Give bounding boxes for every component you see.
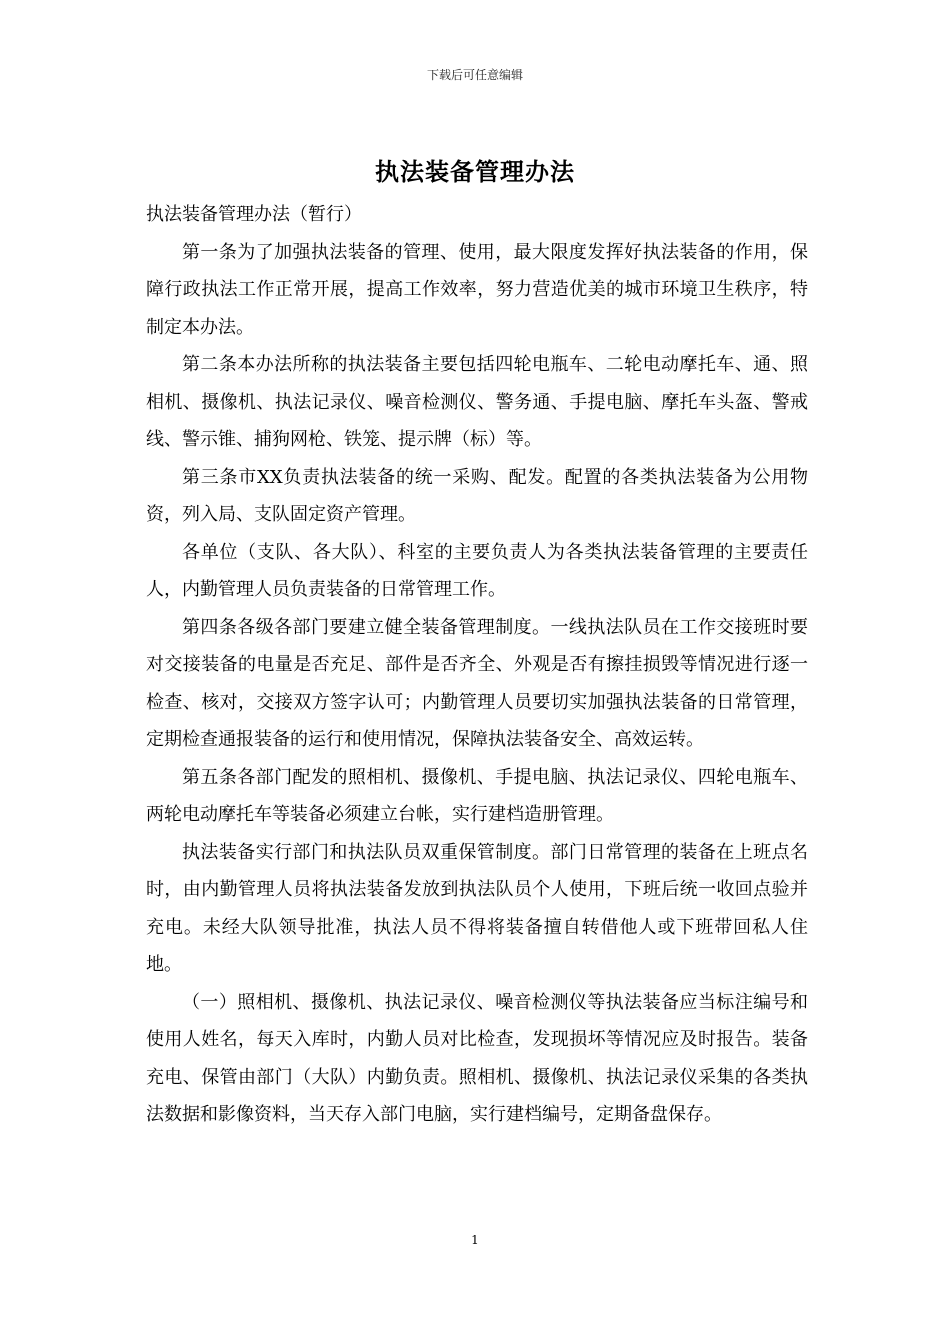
page-header-note: 下载后可任意编辑 [426,68,523,82]
paragraph-article-2: 第二条本办法所称的执法装备主要包括四轮电瓶车、二轮电动摩托车、通、照相机、摄像机、执法记录仪、噪音检测仪、警务通、手提电脑、摩托车头盔、警戒线、警示锥、捕狗网枪、铁笼、提示牌（标）等。 [146,354,808,450]
paragraph-article-3: 第三条市XX负责执法装备的统一采购、配发。配置的各类执法装备为公用物资，列入局、支队固定资产管理。 [146,466,808,525]
paragraph-article-1: 第一条为了加强执法装备的管理、使用，最大限度发挥好执法装备的作用，保障行政执法工作正常开展，提高工作效率，努力营造优美的城市环境卫生秩序，特制定本办法。 [146,241,808,338]
page-number: 1 [471,1233,479,1247]
paragraph-article-5: 第五条各部门配发的照相机、摄像机、手提电脑、执法记录仪、四轮电瓶车、两轮电动摩托车等装备必须建立台帐，实行建档造册管理。 [146,766,808,825]
paragraph-article-4: 第四条各级各部门要建立健全装备管理制度。一线执法队员在工作交接班时要对交接装备的电量是否充足、部件是否齐全、外观是否有擦挂损毁等情况进行逐一检查、核对，交接双方签字认可；内勤管理人员要切实加强执法装备的日常管理，定期检查通报装备的运行和使用情况，保障执法装备安全、高效运转。 [146,616,808,750]
document-body [146,196,808,1134]
paragraph-responsibility: 各单位（支队、各大队）、科室的主要负责人为各类执法装备管理的主要责任人，内勤管理人员负责装备的日常管理工作。 [146,541,808,600]
paragraph-item-1: （一）照相机、摄像机、执法记录仪、噪音检测仪等执法装备应当标注编号和使用人姓名，每天入库时，内勤人员对比检查，发现损坏等情况应及时报告。装备充电、保管由部门（大队）内勤负责。照相机、摄像机、执法记录仪采集的各类执法数据和影像资料，当天存入部门电脑，实行建档编号，定期备盘保存。 [146,991,808,1125]
document-title: 执法装备管理办法 [375,157,575,186]
paragraph-dual-custody: 执法装备实行部门和执法队员双重保管制度。部门日常管理的装备在上班点名时，由内勤管理人员将执法装备发放到执法队员个人使用，下班后统一收回点验并充电。未经大队领导批准，执法人员不得将装备擅自转借他人或下班带回私人住地。 [146,841,808,975]
document-subtitle: 执法装备管理办法（暂行） [146,204,362,225]
